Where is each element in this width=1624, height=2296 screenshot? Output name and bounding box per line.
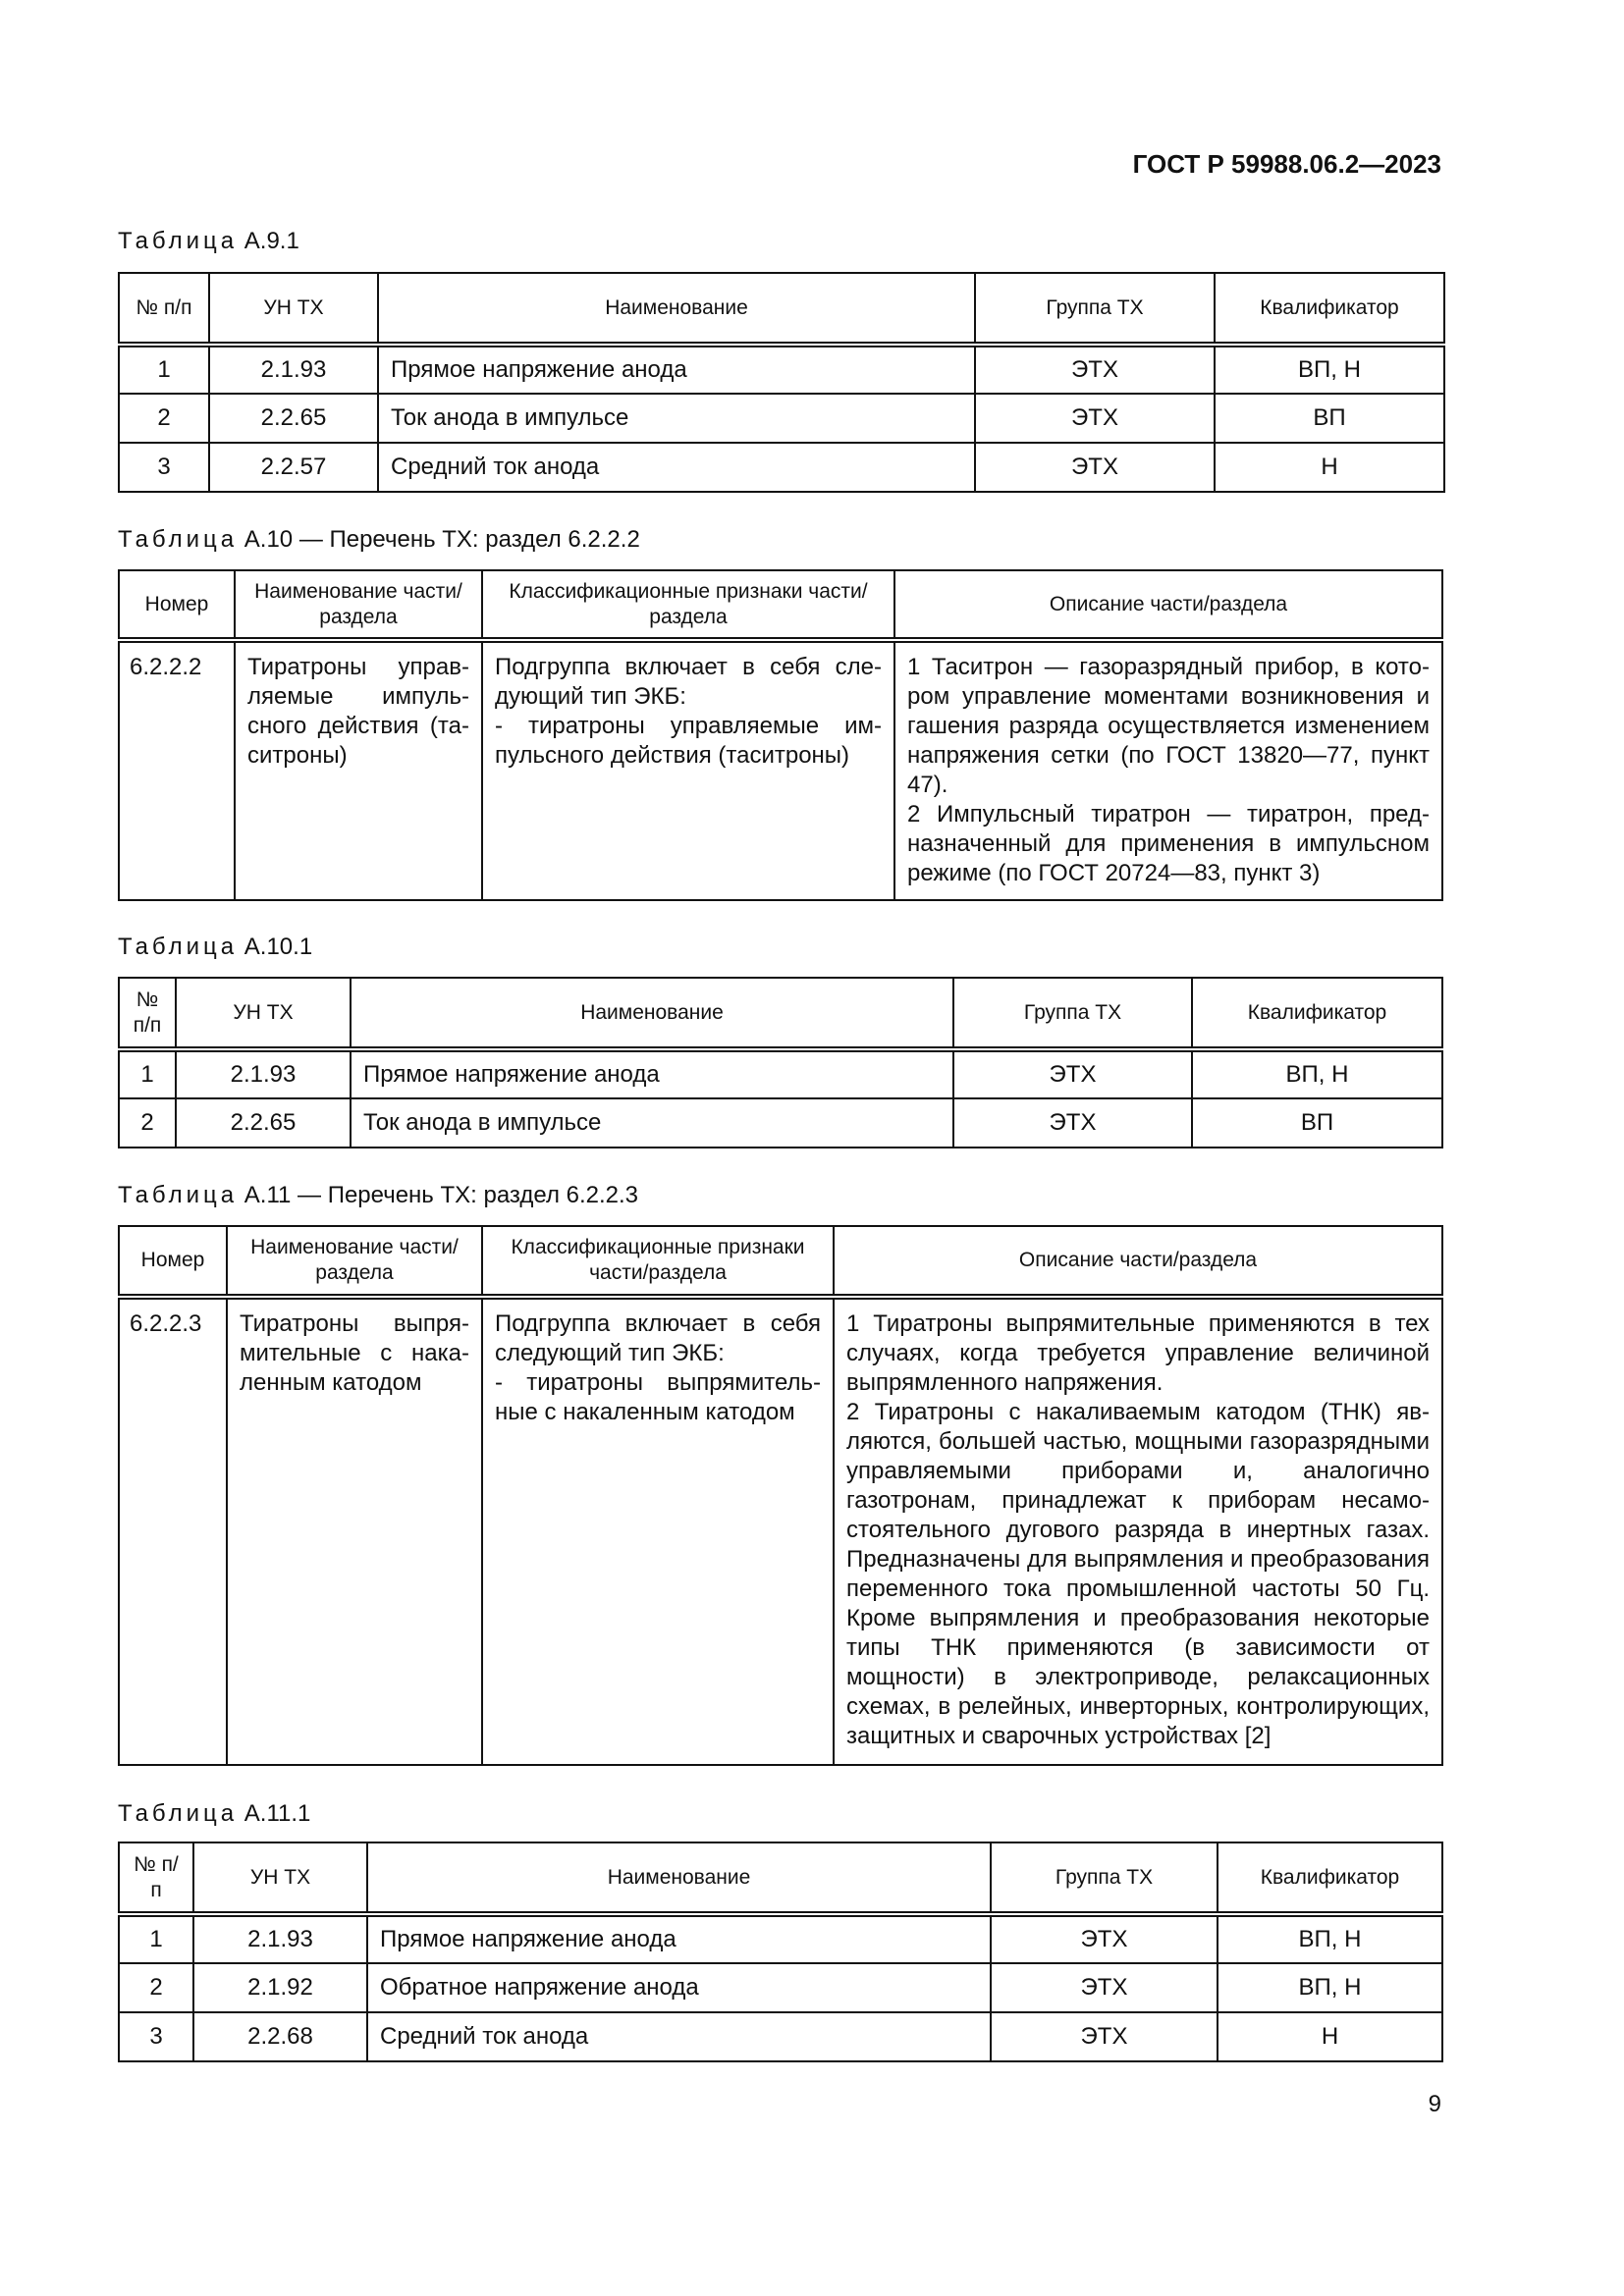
table-row — [119, 1297, 1442, 1765]
table-cell: Прямое напряжение анода — [367, 1914, 991, 1963]
table-header-row — [119, 1842, 1442, 1914]
column-header: Номер — [119, 1226, 227, 1297]
table-cell: ВП, Н — [1218, 1963, 1442, 2012]
table-cell: Н — [1215, 443, 1444, 492]
column-header: Квалификатор — [1192, 978, 1442, 1049]
table-row — [119, 345, 1444, 394]
table-row — [119, 1914, 1442, 1963]
column-header: Наименование — [367, 1842, 991, 1914]
table-a11-1 — [118, 1842, 1443, 2062]
column-header: Квалификатор — [1215, 273, 1444, 345]
table-cell: 2 — [119, 1098, 176, 1148]
table-cell: 2 — [119, 1963, 193, 2012]
table-cell: 1 Таситрон — газоразрядный прибор, в котором управление моментами возникновения и гашения разряда осуществляется изменением напряжения сетки (по ГОСТ 13820—77, пункт 47). 2 Импульсный тиратрон — тиратрон, предназначенный для применения в импульсном режиме (по ГОСТ 20724—83, пункт 3) — [894, 640, 1442, 900]
table-cell: 2.2.65 — [176, 1098, 351, 1148]
column-header: Классификационные признаки части/раздела — [482, 570, 894, 640]
table-cell: ЭТХ — [975, 443, 1215, 492]
table-row — [119, 1963, 1442, 2012]
table-a11 — [118, 1225, 1443, 1766]
table-a9-1 — [118, 272, 1445, 493]
table-header-row — [119, 570, 1442, 640]
column-header: Группа ТХ — [975, 273, 1215, 345]
table-cell: Обратное напряжение анода — [367, 1963, 991, 2012]
table-cell: Подгруппа включает в себя следующий тип ЭКБ: - тиратроны управляемые импульсного действия (таситроны) — [482, 640, 894, 900]
table-cell: ЭТХ — [975, 345, 1215, 394]
table-cell: ЭТХ — [975, 394, 1215, 443]
caption-label: Таблица — [118, 1182, 239, 1208]
table-cell: ЭТХ — [991, 1914, 1218, 1963]
table-row — [119, 443, 1444, 492]
table-cell: Прямое напряжение анода — [351, 1049, 953, 1098]
table-cell: 3 — [119, 443, 209, 492]
caption-a11 — [118, 1182, 638, 1209]
table-cell: 1 — [119, 345, 209, 394]
table-cell: Средний ток анода — [378, 443, 975, 492]
table-cell: 2.2.68 — [193, 2012, 367, 2061]
table-cell: 1 — [119, 1914, 193, 1963]
table-cell: 2 — [119, 394, 209, 443]
table-cell: 2.2.57 — [209, 443, 378, 492]
caption-a9-1 — [118, 228, 299, 255]
table-header-row — [119, 273, 1444, 345]
column-header: № п/п — [119, 1842, 193, 1914]
column-header: Описание части/раздела — [834, 1226, 1442, 1297]
column-header: Наименование — [351, 978, 953, 1049]
table-cell: ЭТХ — [991, 1963, 1218, 2012]
table-cell: Средний ток анода — [367, 2012, 991, 2061]
column-header: № п/п — [119, 978, 176, 1049]
table-cell: Ток анода в импульсе — [351, 1098, 953, 1148]
table-cell: Подгруппа включает в себя следующий тип ЭКБ: - тиратроны выпрямительные с накаленным катодом — [482, 1297, 834, 1765]
column-header: Квалификатор — [1218, 1842, 1442, 1914]
caption-a10-1 — [118, 934, 312, 961]
table-cell: Тиратроны выпрямительные с накаленным катодом — [227, 1297, 482, 1765]
column-header: Группа ТХ — [953, 978, 1192, 1049]
table-cell: 2.1.93 — [193, 1914, 367, 1963]
table-cell: ВП, Н — [1215, 345, 1444, 394]
table-cell: ЭТХ — [953, 1098, 1192, 1148]
table-cell: ВП, Н — [1192, 1049, 1442, 1098]
table-cell: Н — [1218, 2012, 1442, 2061]
column-header: Номер — [119, 570, 235, 640]
table-cell: 6.2.2.3 — [119, 1297, 227, 1765]
column-header: Описание части/раздела — [894, 570, 1442, 640]
table-cell: Тиратроны управляемые импульсного действия (таситроны) — [235, 640, 482, 900]
caption-label: Таблица — [118, 228, 239, 254]
caption-title: А.10 — Перечень ТХ: раздел 6.2.2.2 — [238, 526, 640, 553]
table-cell: Ток анода в импульсе — [378, 394, 975, 443]
table-row — [119, 1098, 1442, 1148]
table-cell: 2.1.92 — [193, 1963, 367, 2012]
column-header: Классификационные признаки части/раздела — [482, 1226, 834, 1297]
table-header-row — [119, 1226, 1442, 1297]
table-row — [119, 394, 1444, 443]
caption-title: А.9.1 — [238, 228, 299, 254]
column-header: Наименование части/раздела — [235, 570, 482, 640]
table-cell: ВП — [1192, 1098, 1442, 1148]
caption-label: Таблица — [118, 526, 239, 553]
table-cell: ВП — [1215, 394, 1444, 443]
column-header: Наименование — [378, 273, 975, 345]
column-header: № п/п — [119, 273, 209, 345]
table-header-row — [119, 978, 1442, 1049]
column-header: УН ТХ — [193, 1842, 367, 1914]
table-cell: ВП, Н — [1218, 1914, 1442, 1963]
caption-a10 — [118, 526, 640, 554]
table-cell: ЭТХ — [991, 2012, 1218, 2061]
column-header: Группа ТХ — [991, 1842, 1218, 1914]
page-number: 9 — [1428, 2091, 1441, 2117]
table-a10 — [118, 569, 1443, 901]
column-header: УН ТХ — [176, 978, 351, 1049]
table-cell: 3 — [119, 2012, 193, 2061]
table-cell: 2.1.93 — [176, 1049, 351, 1098]
caption-title: А.10.1 — [238, 934, 313, 960]
table-cell: 2.1.93 — [209, 345, 378, 394]
column-header: УН ТХ — [209, 273, 378, 345]
caption-title: А.11 — Перечень ТХ: раздел 6.2.2.3 — [238, 1182, 639, 1208]
document-code: ГОСТ Р 59988.06.2—2023 — [1132, 149, 1441, 179]
table-row — [119, 2012, 1442, 2061]
table-a10-1 — [118, 977, 1443, 1148]
table-cell: 1 Тиратроны выпрямительные применяются в тех случаях, когда требуется управление величиной выпрямленного напряжения. 2 Тиратроны с накаливаемым катодом (ТНК) являются, большей частью, мощными газоразрядными управляемыми приборами и, аналогично газотронам, принадлежат к приборам несамостоятельного дугового разряда в инертных газах. Предназначены для выпрямления и преобразования переменного тока промышленной частоты 50 Гц. Кроме выпрямления и преобразования некоторые типы ТНК применяются (в зависимости от мощности) в электроприводе, релаксационных схемах, в релейных, инверторных, контролирующих, защитных и сварочных устройствах [2] — [834, 1297, 1442, 1765]
table-cell: Прямое напряжение анода — [378, 345, 975, 394]
table-cell: 1 — [119, 1049, 176, 1098]
table-cell: ЭТХ — [953, 1049, 1192, 1098]
caption-title: А.11.1 — [238, 1800, 311, 1827]
table-cell: 6.2.2.2 — [119, 640, 235, 900]
caption-label: Таблица — [118, 1800, 239, 1827]
table-row — [119, 1049, 1442, 1098]
table-cell: 2.2.65 — [209, 394, 378, 443]
table-row — [119, 640, 1442, 900]
column-header: Наименование части/раздела — [227, 1226, 482, 1297]
caption-label: Таблица — [118, 934, 239, 960]
caption-a11-1 — [118, 1800, 310, 1828]
